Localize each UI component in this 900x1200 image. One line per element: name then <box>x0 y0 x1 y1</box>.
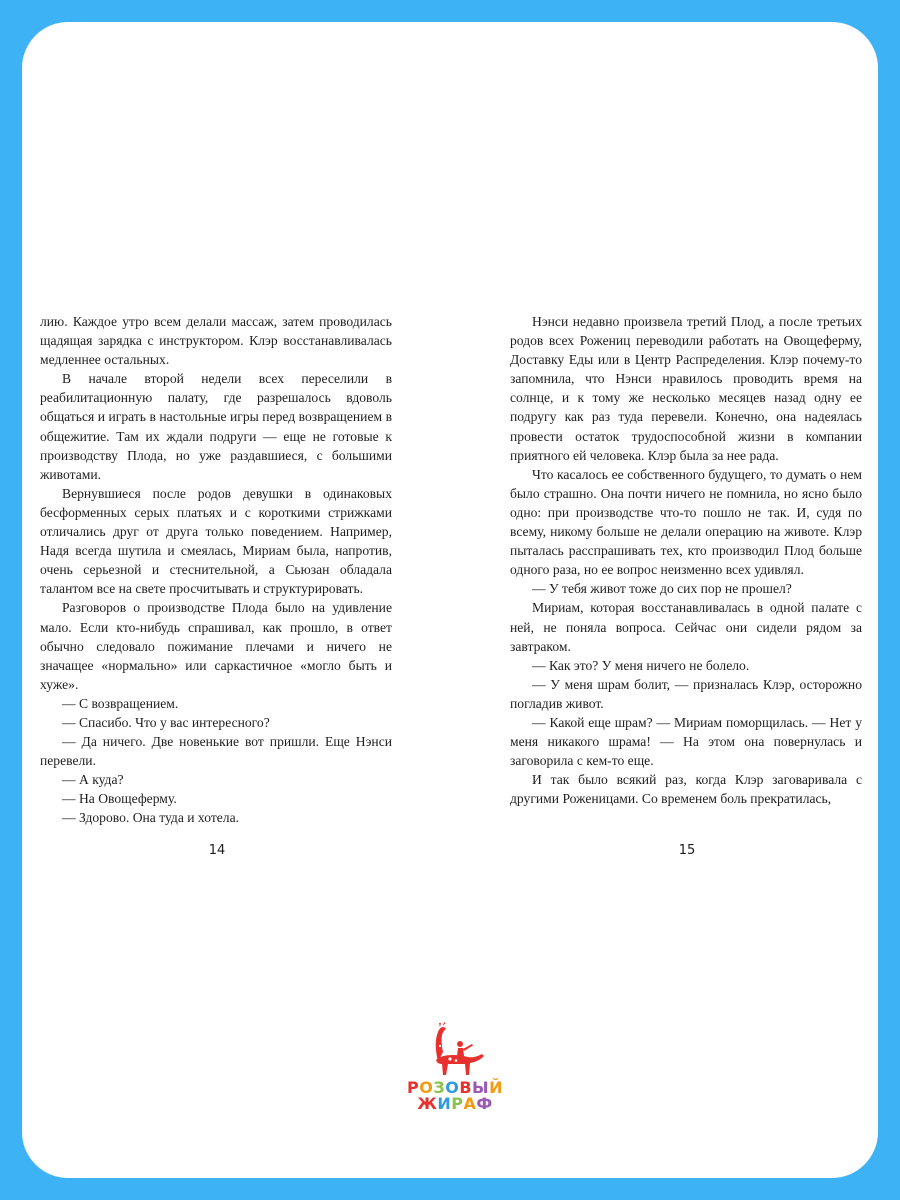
paragraph: — У меня шрам болит, — призналась Клэр, осторожно погладив живот. <box>510 676 862 711</box>
paragraph: Что касалось ее собственного будущего, то думать о нем было страшно. Она почти ничего не помнила, но ясно было одно: при производстве что-то пошло не так. И, судя по всему, никому больше не делали операцию на животе. Клэр пыталась расспрашивать тех, кто производил Плод больше одного раза, но ее вопрос неизменно всех удивлял. <box>510 466 862 578</box>
paragraph: — А куда? <box>62 772 124 788</box>
paragraph: — Какой еще шрам? — Мириам поморщилась. — Нет у меня никакого шрама! — На этом она повернулась и заговорила с кем-то еще. <box>510 714 862 769</box>
paragraph: — Как это? У меня ничего не болело. <box>532 657 750 673</box>
left-page-text <box>40 312 392 828</box>
paragraph: В начале второй недели всех переселили в реабилитационную палату, где разрешалось вдоволь общаться и играть в настольные игры перед возвращением в общежитие. Там их ждали подруги — еще не готовые к производству Плода, но уже раздавшиеся, с большими животами. <box>40 371 392 482</box>
paragraph: — С возвращением. <box>62 695 179 711</box>
paragraph: — У тебя живот тоже до сих пор не прошел? <box>532 581 792 597</box>
logo-wordmark-line1: РОЗОВЫЙ <box>407 1078 503 1097</box>
paragraph: — Здорово. Она туда и хотела. <box>62 810 240 826</box>
paragraph: — Да ничего. Две новенькие вот пришли. Еще Нэнси перевели. <box>40 734 392 769</box>
paragraph: Разговоров о производстве Плода было на удивление мало. Если кто-нибудь спрашивал, как прошло, в ответ обычно следовало пожимание плечами и ничего не значащее «нормально» или саркастичное «могло быть и хуже». <box>40 600 392 692</box>
page-number-right: 15 <box>678 843 696 858</box>
paragraph: Мириам, которая восстанавливалась в одной палате с ней, не поняла вопроса. Сейчас они сидели рядом за завтраком. <box>510 600 862 654</box>
publisher-logo <box>400 1022 510 1122</box>
giraffe-rider-icon <box>422 1022 488 1078</box>
page-number-left: 14 <box>208 843 226 858</box>
right-page-text <box>510 312 862 808</box>
logo-wordmark-line2: ЖИРАФ <box>417 1094 493 1113</box>
paragraph: — На Овощеферму. <box>62 791 177 807</box>
paragraph: — Спасибо. Что у вас интересного? <box>62 714 270 730</box>
paragraph: Вернувшиеся после родов девушки в одинаковых бесформенных серых платьях и с короткими стрижками отличались друг от друга только поведением. Например, Надя всегда шутила и смеялась, Мириам была, напротив, очень серьезной и стеснительной, а Сьюзан обладала талантом все на свете просчитывать и структурировать. <box>40 485 392 597</box>
paragraph: лию. Каждое утро всем делали массаж, затем проводилась щадящая зарядка с инструктором. Клэр восстанавливалась медленнее остальных. <box>40 314 392 368</box>
paragraph: И так было всякий раз, когда Клэр заговаривала с другими Роженицами. Со временем боль прекратилась, <box>510 772 862 807</box>
book-spread <box>22 22 878 1178</box>
paragraph: Нэнси недавно произвела третий Плод, а после третьих родов всех Рожениц переводили работать на Овощеферму, Доставку Еды или в Центр Распределения. Клэр почему-то запомнила, что Нэнси нравилось проводить время на солнце, и к тому же несколько месяцев назад одну ее подругу как раз туда перевели. Конечно, она надеялась провести остаток трудоспособной жизни в компании приятного ей человека. Клэр была за нее рада. <box>510 314 862 463</box>
